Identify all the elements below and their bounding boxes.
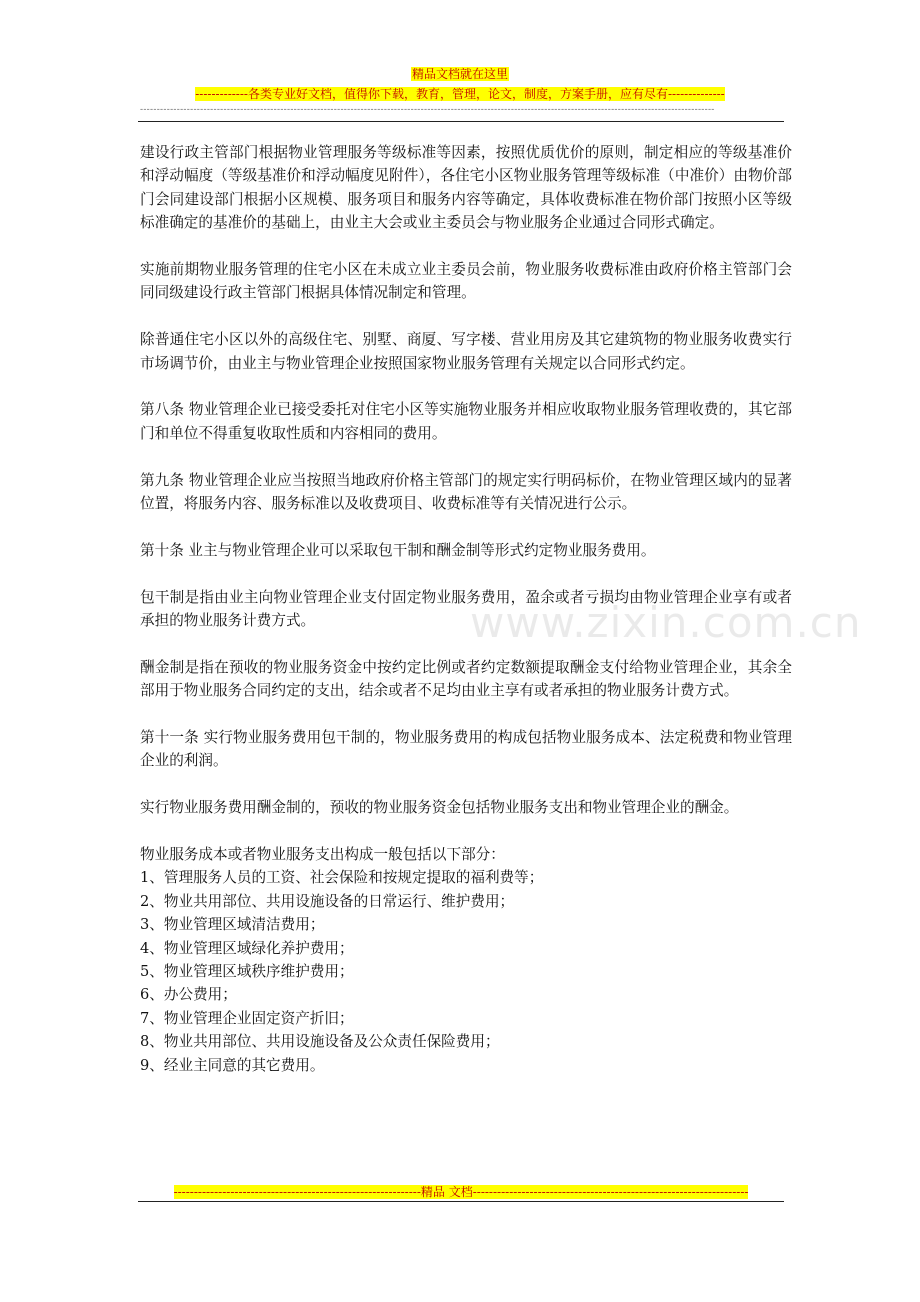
watermark: www.zixin.com.cn (470, 598, 862, 647)
header-rule (138, 121, 784, 122)
paragraph-article-11: 第十一条 实行物业服务费用包干制的，物业服务费用的构成包括物业服务成本、法定税费和物业管理企业的利润。 (140, 729, 792, 770)
header-subtitle-text: -------------各类专业好文档，值得你下载，教育，管理，论文，制度，方案手册，应有尽有-------------- (195, 87, 725, 101)
paragraph: 实行物业服务费用酬金制的，预收的物业服务资金包括物业服务支出和物业管理企业的酬金。 (140, 799, 739, 817)
paragraph: 包干制是指由业主向物业管理企业支付固定物业服务费用，盈余或者亏损均由物业管理企业享有或者承担的物业服务计费方式。 (140, 588, 792, 630)
paragraph: 实施前期物业服务管理的住宅小区在未成立业主委员会前，物业服务收费标准由政府价格主管部门会同同级建设行政主管部门根据具体情况制定和管理。 (140, 261, 792, 302)
list-item: 3、物业管理区域清洁费用； (140, 916, 325, 934)
paragraph-article-10: 第十条 业主与物业管理企业可以采取包干制和酬金制等形式约定物业服务费用。 (140, 541, 656, 559)
list-item: 2、物业共用部位、共用设施设备的日常运行、维护费用； (140, 892, 515, 910)
paragraph: 建设行政主管部门根据物业管理服务等级标准等因素，按照优质优价的原则，制定相应的等级基准价和浮动幅度（等级基准价和浮动幅度见附件），各住宅小区物业服务管理等级标准（中准价）由物价部门会同建设部门根据小区规模、服务项目和服务内容等确定，具体收费标准在物价部门按照小区等级标准确定的基准价的基础上，由业主大会或业主委员会与物业服务企业通过合同形式确定。 (140, 144, 792, 232)
header-dash-line: ---------------------------------------------------------------------------------------------------------------------------------------------------------------------------- (140, 105, 715, 115)
list-item: 1、管理服务人员的工资、社会保险和按规定提取的福利费等； (140, 869, 544, 887)
header-title (0, 66, 920, 82)
list-item: 4、物业管理区域绿化养护费用； (140, 939, 354, 957)
list-intro: 物业服务成本或者物业服务支出构成一般包括以下部分： (140, 846, 505, 864)
paragraph: 除普通住宅小区以外的高级住宅、别墅、商厦、写字楼、营业用房及其它建筑物的物业服务收费实行市场调节价，由业主与物业管理企业按照国家物业服务管理有关规定以合同形式约定。 (140, 331, 792, 372)
list-item: 7、物业管理企业固定资产折旧； (140, 1009, 354, 1027)
header-subtitle (0, 86, 920, 102)
paragraph-article-8: 第八条 物业管理企业已接受委托对住宅小区等实施物业服务并相应收取物业服务管理收费的，其它部门和单位不得重复收取性质和内容相同的费用。 (140, 401, 792, 442)
header-title-text: 精品文档就在这里 (411, 67, 508, 81)
document-body (140, 141, 792, 1077)
footer-banner (158, 1184, 764, 1200)
paragraph-article-9: 第九条 物业管理企业应当按照当地政府价格主管部门的规定实行明码标价，在物业管理区域内的显著位置，将服务内容、服务标准以及收费项目、收费标准等有关情况进行公示。 (140, 471, 792, 513)
footer-rule (138, 1201, 784, 1202)
list-item: 8、物业共用部位、共用设施设备及公众责任保险费用； (140, 1033, 500, 1051)
list-item: 6、办公费用； (140, 986, 237, 1004)
list-item: 5、物业管理区域秩序维护费用； (140, 963, 354, 981)
footer-text: -------------------------------------------------------------精品 文档-------------------------------------------------------------------- (173, 1185, 749, 1199)
paragraph: 酬金制是指在预收的物业服务资金中按约定比例或者约定数额提取酬金支付给物业管理企业，其余全部用于物业服务合同约定的支出，结余或者不足均由业主享有或者承担的物业服务计费方式。 (140, 658, 792, 700)
list-item: 9、经业主同意的其它费用。 (140, 1056, 325, 1074)
